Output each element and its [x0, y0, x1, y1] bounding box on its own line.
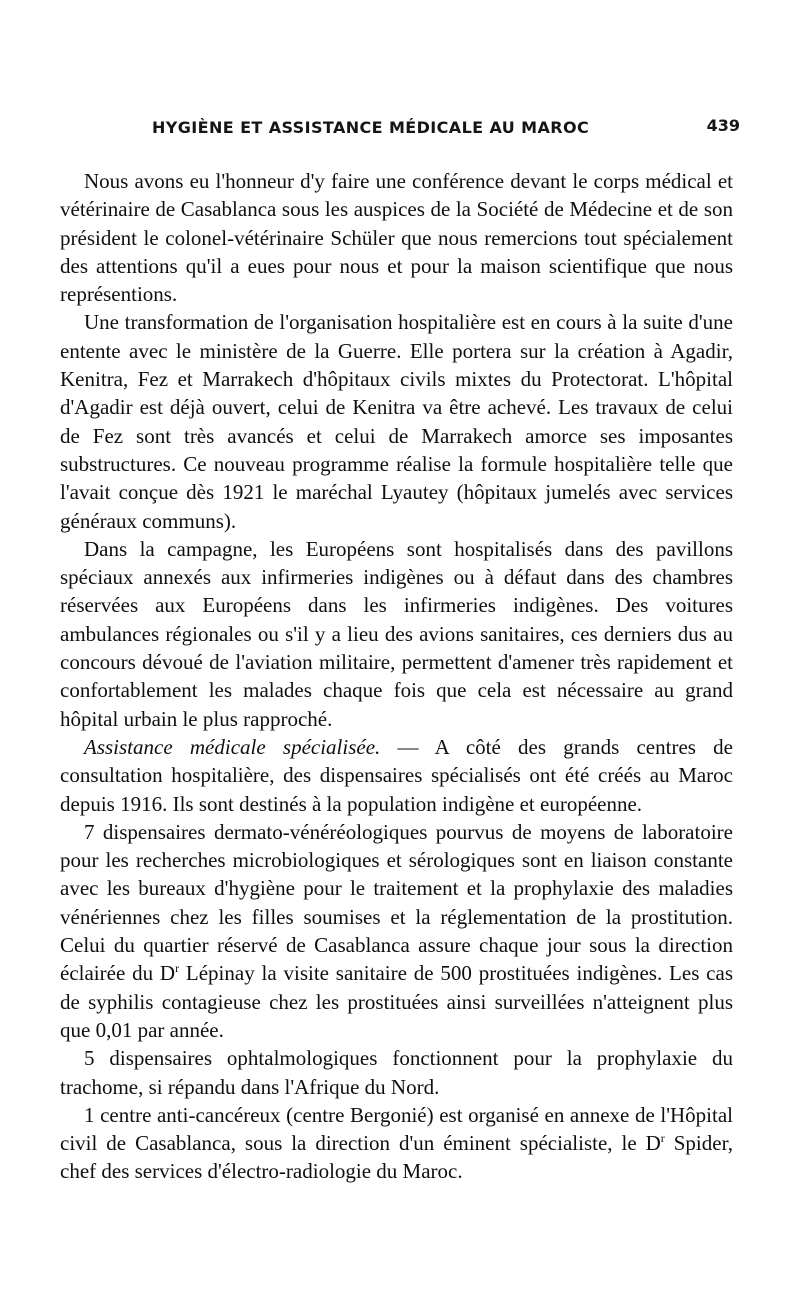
page-number: 439 — [706, 116, 740, 135]
paragraph-specialized-assistance — [60, 733, 733, 818]
title-superscript: r — [660, 1131, 665, 1146]
section-heading: Assistance médicale spécialisée. — [84, 734, 381, 759]
text-body — [60, 167, 733, 1186]
paragraph-hospital-transformation — [60, 308, 733, 534]
paragraph-ophthalmology-dispensaries — [60, 1044, 733, 1101]
page-header — [60, 116, 740, 146]
paragraph-text: Lépinay la visite sanitaire de 500 prostituées indigènes. Les cas de syphilis contagieuse chez les prostituées ainsi surveillées n'atteignent plus que 0,01 par année. — [60, 961, 734, 1042]
paragraph-text: Nous avons eu l'honneur d'y faire une conférence devant le corps médical et vétérinaire de Casablanca sous les auspices de la Société de Médecine et de son président le colonel-vétérinaire Schüler que nous remercions tout spécialement des attentions qu'il a eues pour nous et pour la maison scientifique que nous représentions. — [60, 169, 733, 307]
paragraph-dermato-dispensaries — [60, 818, 733, 1044]
paragraph-text: 7 dispensaires dermato-vénéréologiques pourvus de moyens de laboratoire pour les recherches microbiologiques et sérologiques sont en liaison constante avec les bureaux d'hygiène pour le traitement et la prophylaxie des maladies vénériennes chez les filles soumises et la réglementation de la prostitution. Celui du quartier réservé de Casablanca assure chaque jour sous la direction éclairée du D — [60, 819, 733, 986]
paragraph-countryside — [60, 535, 733, 733]
title-superscript: r — [175, 961, 180, 976]
paragraph-text: 1 centre anti-cancéreux (centre Bergonié) est organisé en annexe de l'Hôpital civil de Casablanca, sous la direction d'un éminent spécialiste, le D — [60, 1102, 733, 1156]
paragraph-conference — [60, 167, 733, 308]
running-title: HYGIÈNE ET ASSISTANCE MÉDICALE AU MAROC — [152, 118, 590, 137]
paragraph-text: Dans la campagne, les Européens sont hospitalisés dans des pavillons spéciaux annexés aux infirmeries indigènes ou à défaut dans des chambres réservées aux Européens dans les infirmeries indigènes. Des voitures ambulances régionales ou s'il y a lieu des avions sanitaires, ces derniers dus au concours dévoué de l'aviation militaire, permettent d'amener très rapidement et confortablement les malades chaque fois que cela est nécessaire au grand hôpital urbain le plus rapproché. — [60, 536, 733, 731]
paragraph-anticancer-center — [60, 1101, 733, 1186]
paragraph-text: Une transformation de l'organisation hospitalière est en cours à la suite d'une entente avec le ministère de la Guerre. Elle portera sur la création à Agadir, Kenitra, Fez et Marrakech d'hôpitaux civils mixtes du Protectorat. L'hôpital d'Agadir est déjà ouvert, celui de Kenitra va être achevé. Les travaux de celui de Fez sont très avancés et celui de Marrakech amorce ses imposantes substructures. Ce nouveau programme réalise la formule hospitalière telle que l'avait conçue dès 1921 le maréchal Lyautey (hôpitaux jumelés avec services généraux communs). — [60, 310, 733, 533]
paragraph-text: Spider, chef des services d'électro-radiologie du Maroc. — [60, 1131, 733, 1184]
paragraph-text: — A côté des grands centres de consultation hospitalière, des dispensaires spécialisés ont été créés au Maroc depuis 1916. Ils sont destinés à la population indigène et européenne. — [60, 734, 733, 816]
paragraph-text: 5 dispensaires ophtalmologiques fonctionnent pour la prophylaxie du trachome, si répandu dans l'Afrique du Nord. — [60, 1046, 733, 1099]
